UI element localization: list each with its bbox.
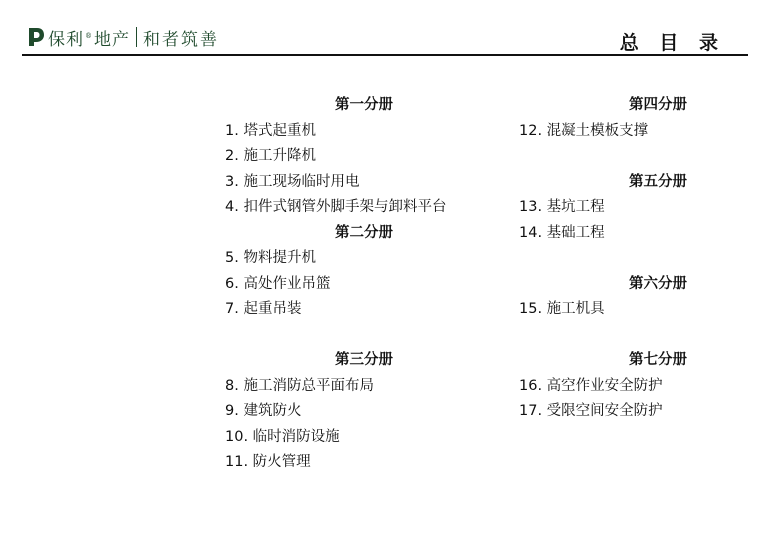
toc-entry: 14. 基础工程 <box>519 224 605 241</box>
toc-entry: 11. 防火管理 <box>225 454 311 470</box>
toc-entry: 10. 临时消防设施 <box>225 428 340 445</box>
section-spacer <box>519 323 687 349</box>
toc-entry: 15. 施工机具 <box>519 301 605 317</box>
toc-entry: 4. 扣件式钢管外脚手架与卸料平台 <box>225 199 447 215</box>
section-spacer <box>519 246 687 272</box>
toc-entry: 1. 塔式起重机 <box>225 122 316 139</box>
brand-slogan: 和者筑善 <box>143 29 219 50</box>
volume-heading: 第六分册 <box>629 275 687 292</box>
toc-entry: 17. 受限空间安全防护 <box>519 403 663 419</box>
toc-entry: 12. 混凝土模板支撑 <box>519 122 649 139</box>
volume-heading: 第五分册 <box>629 173 687 190</box>
toc-entry: 8. 施工消防总平面布局 <box>225 377 374 394</box>
toc-entry: 13. 基坑工程 <box>519 199 605 215</box>
volume-heading: 第三分册 <box>335 352 393 368</box>
section-spacer <box>225 323 393 349</box>
toc-entry: 9. 建筑防火 <box>225 403 302 419</box>
volume-heading: 第七分册 <box>629 352 687 368</box>
toc-column-right <box>519 93 687 425</box>
toc-entry: 6. 高处作业吊篮 <box>225 275 331 292</box>
page-title: 总 目 录 <box>619 32 725 54</box>
page-header <box>0 0 779 56</box>
poly-logo-icon <box>26 26 46 48</box>
toc-entry: 5. 物料提升机 <box>225 250 316 266</box>
toc-entry: 7. 起重吊装 <box>225 301 302 317</box>
volume-heading: 第四分册 <box>629 97 687 113</box>
toc-entry: 2. 施工升降机 <box>225 148 316 164</box>
toc-entry: 16. 高空作业安全防护 <box>519 377 663 394</box>
logo-divider <box>136 27 137 47</box>
section-spacer <box>519 144 687 170</box>
toc-entry: 3. 施工现场临时用电 <box>225 173 360 190</box>
volume-heading: 第二分册 <box>335 224 393 241</box>
header-divider <box>22 54 748 56</box>
brand-name: 保利®地产 <box>48 29 130 50</box>
company-logo <box>26 24 219 50</box>
volume-heading: 第一分册 <box>335 97 393 113</box>
toc-column-left <box>225 93 447 476</box>
